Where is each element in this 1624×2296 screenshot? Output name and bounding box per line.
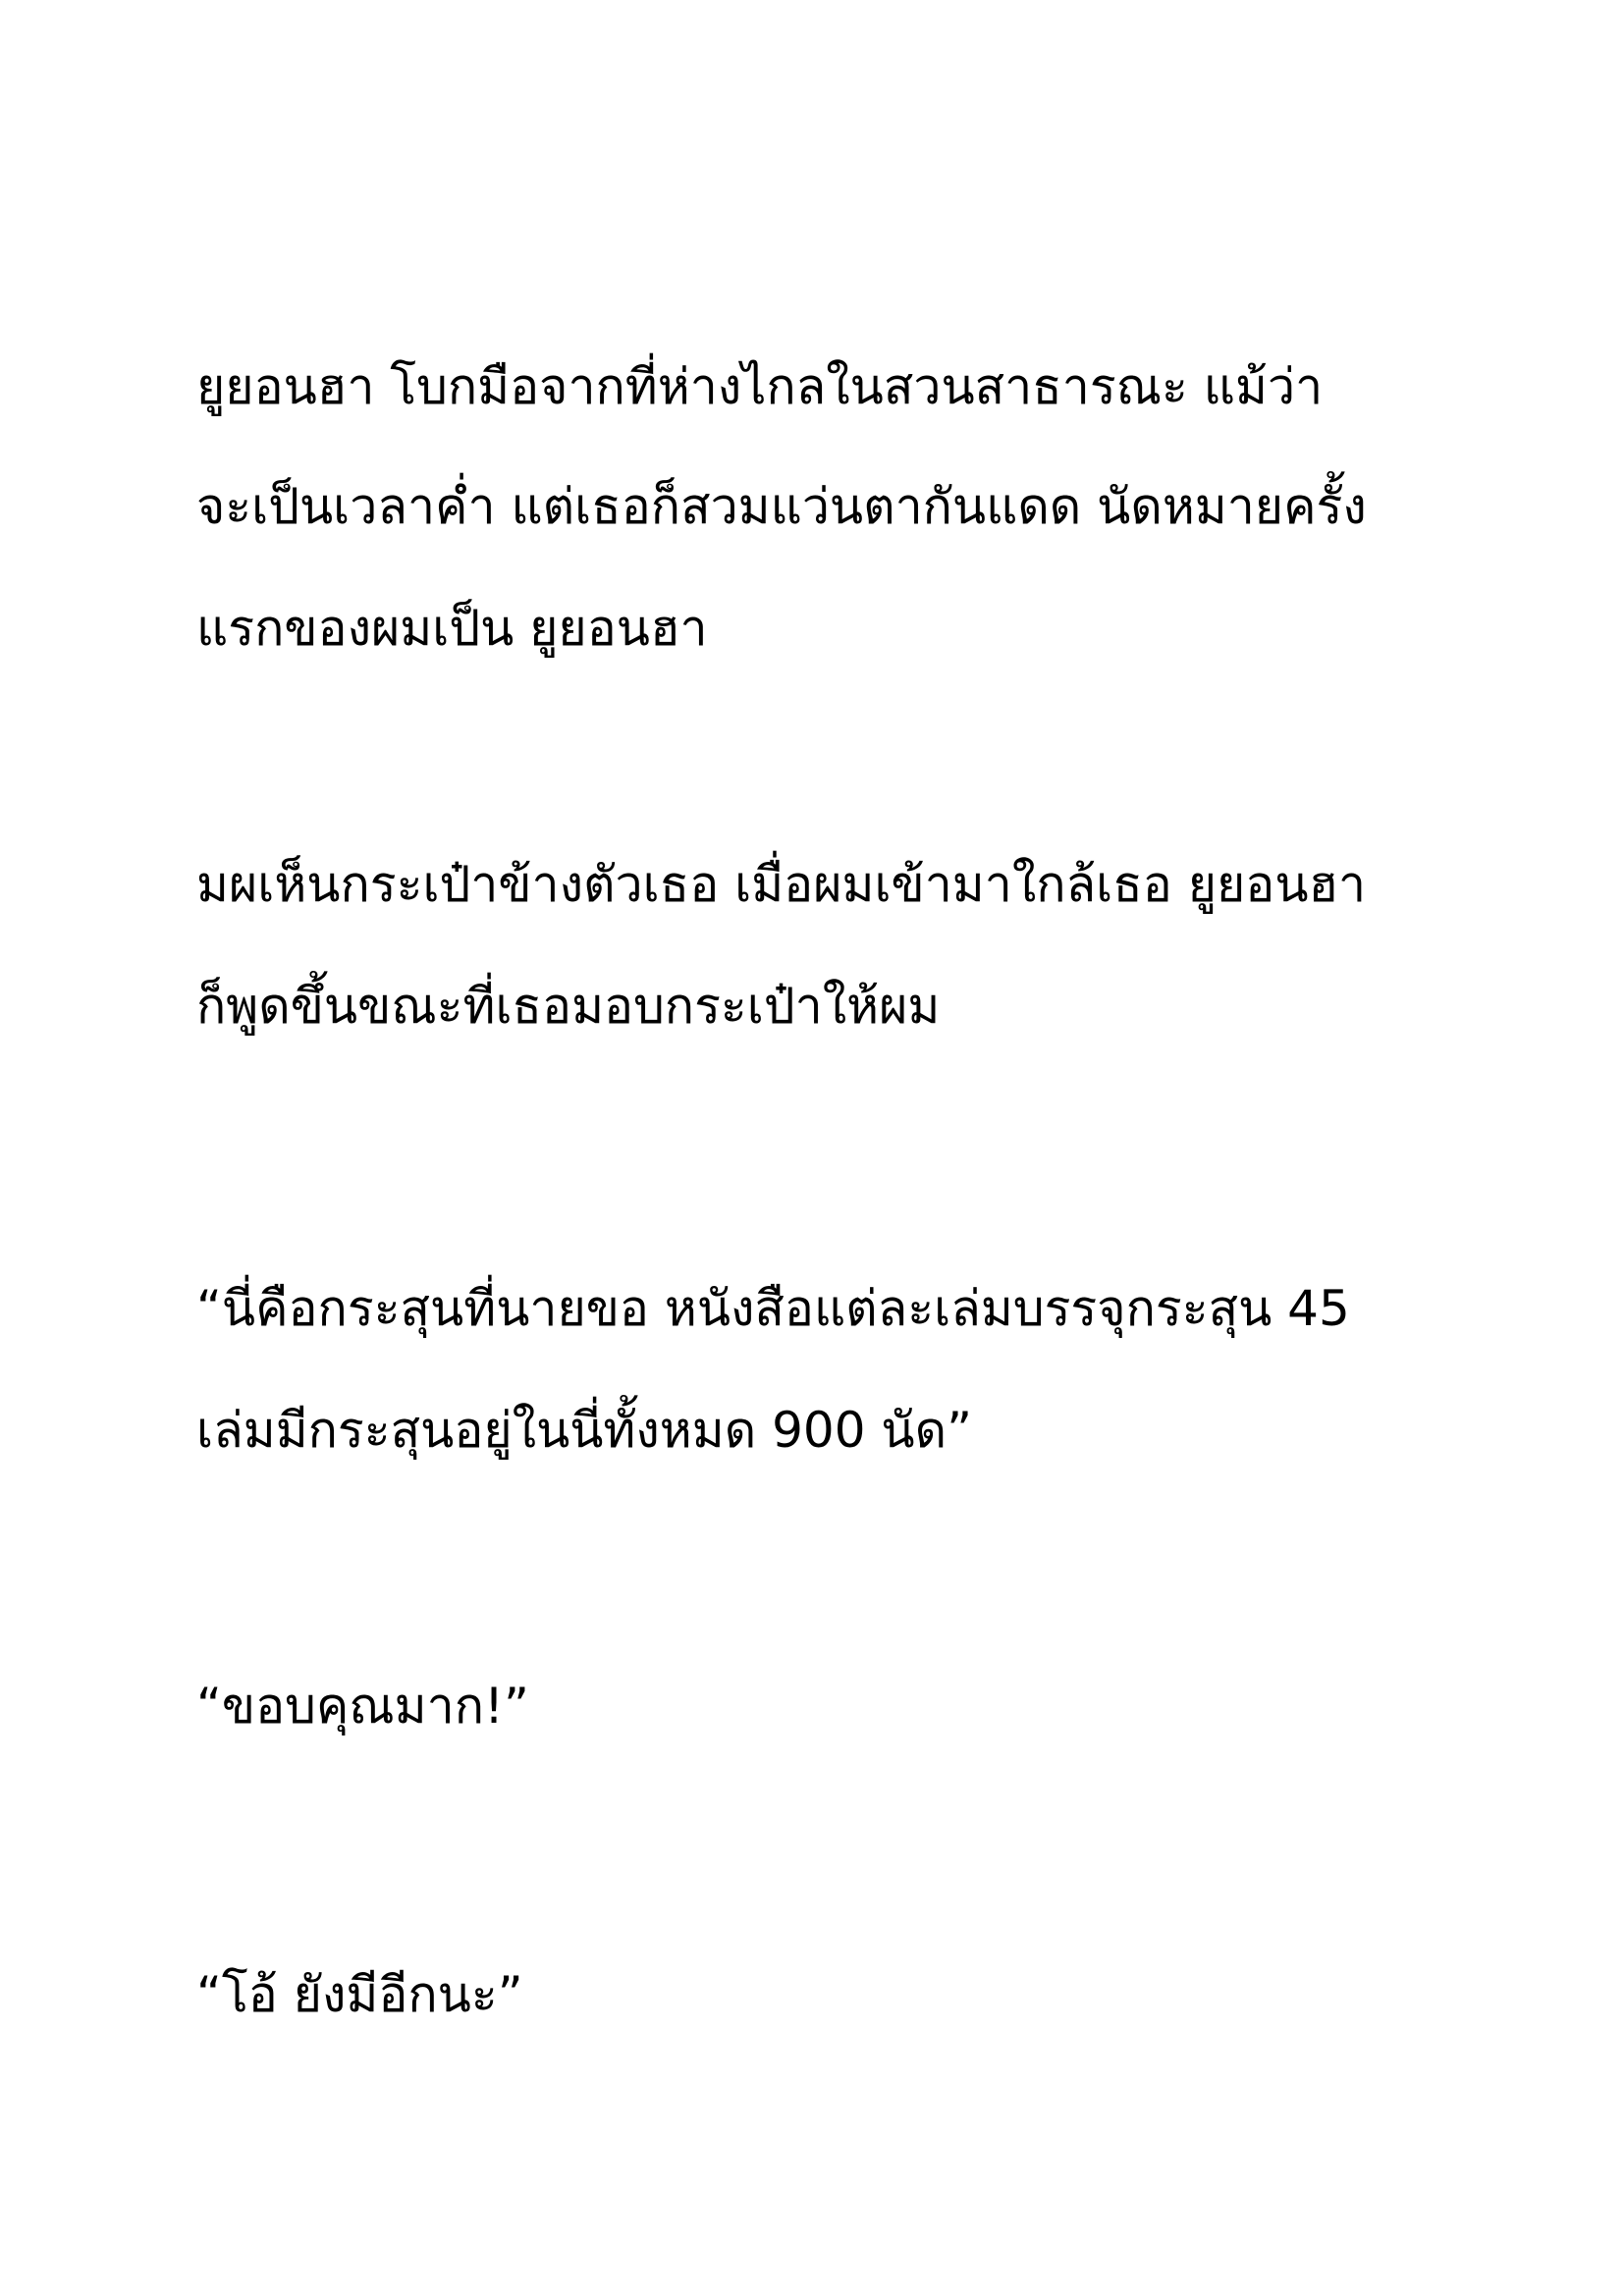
text-line: “โอ้ ยังมีอีกนะ”	[196, 1966, 523, 2023]
text-line: ก็พูดขึ้นขณะที่เธอมอบกระเป๋าให้ผม	[196, 978, 941, 1035]
text-line: มผเห็นกระเป๋าข้างตัวเธอ เมื่อผมเข้ามาใกล้เธอ ยูยอนฮา	[196, 856, 1367, 913]
text-line: จะเป็นเวลาค่ำ แต่เธอก็สวมแว่นตากันแดด นัดหมายครั้ง	[196, 478, 1367, 535]
text-line: “นี่คือกระสุนที่นายขอ หนังสือแต่ละเล่มบรรจุกระสุน 45	[196, 1280, 1350, 1337]
text-line: ยูยอนฮา โบกมือจากที่ห่างไกลในสวนสาธารณะ แม้ว่า	[196, 358, 1324, 415]
text-line: เล่มมีกระสุนอยู่ในนี่ทั้งหมด 900 นัด”	[196, 1402, 972, 1459]
text-line: แรกของผมเป็น ยูยอนฮา	[196, 600, 708, 657]
text-line: “ขอบคุณมาก!”	[196, 1678, 529, 1735]
